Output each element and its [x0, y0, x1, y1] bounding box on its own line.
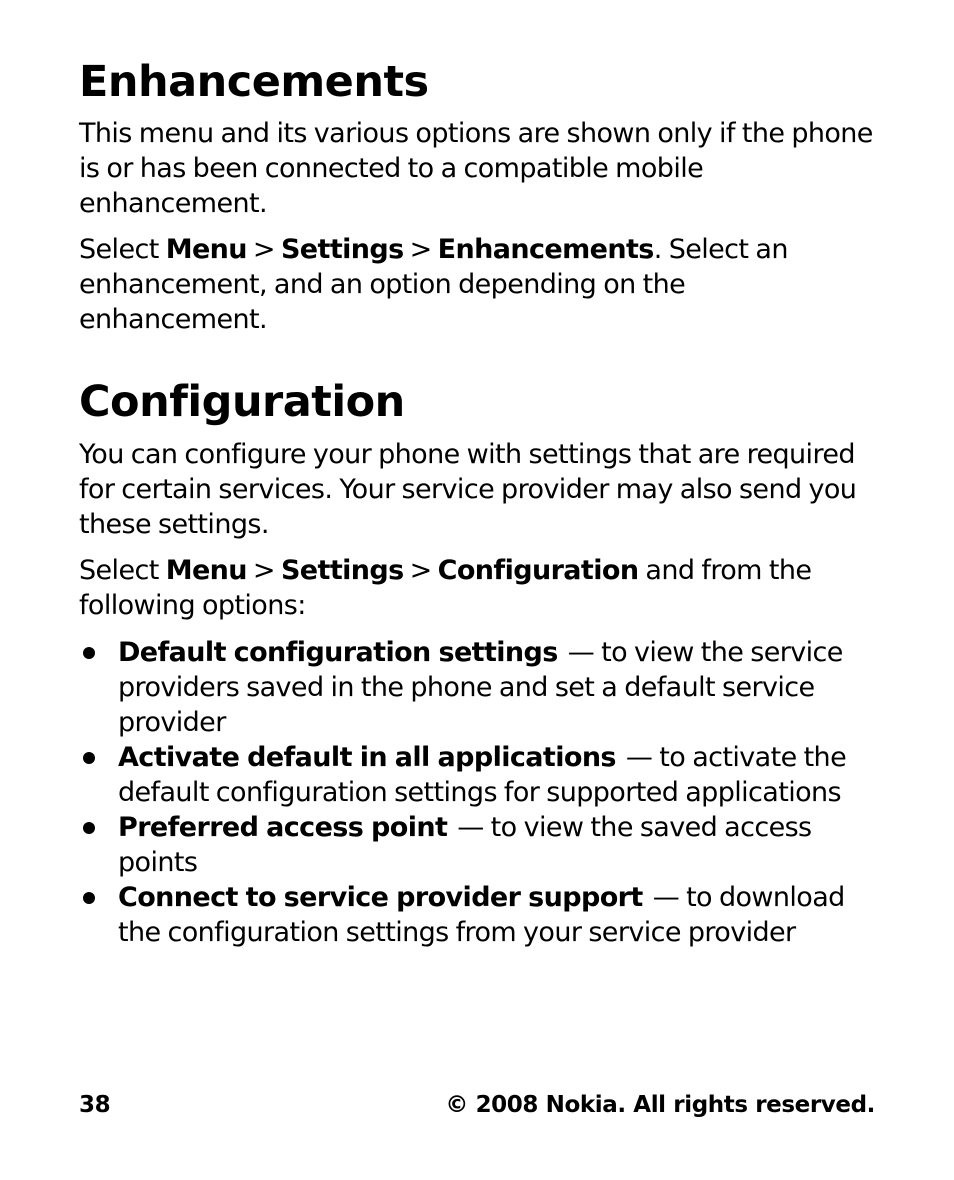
section-title-configuration: Configuration — [79, 377, 405, 427]
menu-path-item: Configuration — [437, 555, 639, 586]
path-separator: > — [409, 234, 432, 265]
option-term: Activate default in all applications — [118, 742, 616, 773]
enhancements-intro: This menu and its various options are shown only if the phone is or has been connected to a compatible mobile enhancement. — [79, 118, 873, 219]
list-item — [79, 635, 879, 740]
page-number: 38 — [79, 1092, 111, 1118]
select-prefix: Select — [79, 555, 166, 586]
select-suffix: and from the following options: — [79, 555, 812, 621]
section-title-enhancements: Enhancements — [79, 57, 429, 107]
option-term: Connect to service provider support — [118, 882, 643, 913]
bullet-icon — [83, 822, 95, 834]
list-item — [79, 880, 879, 950]
select-prefix: Select — [79, 234, 166, 265]
menu-path-item: Menu — [165, 234, 247, 265]
bullet-icon — [83, 892, 95, 904]
menu-path-item: Settings — [280, 555, 404, 586]
menu-path-item: Menu — [165, 555, 247, 586]
list-item — [79, 810, 879, 880]
menu-path-item: Enhancements — [437, 234, 654, 265]
path-separator: > — [252, 234, 275, 265]
configuration-options-list — [79, 635, 879, 950]
option-term: Default configuration settings — [118, 637, 558, 668]
path-separator: > — [252, 555, 275, 586]
option-description: — to view the saved access points — [118, 812, 812, 878]
option-description: — to view the service providers saved in the phone and set a default service provider — [118, 637, 843, 738]
select-suffix: . Select an enhancement, and an option depending on the enhancement. — [79, 234, 788, 335]
configuration-intro: You can configure your phone with settings that are required for certain services. Your service provider may also send you these settings. — [79, 439, 857, 540]
option-description: — to activate the default configuration settings for supported applications — [118, 742, 847, 808]
enhancements-instructions — [79, 232, 879, 337]
copyright-notice: © 2008 Nokia. All rights reserved. — [445, 1092, 875, 1118]
option-term: Preferred access point — [118, 812, 448, 843]
configuration-instructions — [79, 553, 879, 623]
list-item — [79, 740, 879, 810]
path-separator: > — [409, 555, 432, 586]
menu-path-item: Settings — [280, 234, 404, 265]
option-description: — to download the configuration settings from your service provider — [118, 882, 845, 948]
bullet-icon — [83, 647, 95, 659]
bullet-icon — [83, 752, 95, 764]
